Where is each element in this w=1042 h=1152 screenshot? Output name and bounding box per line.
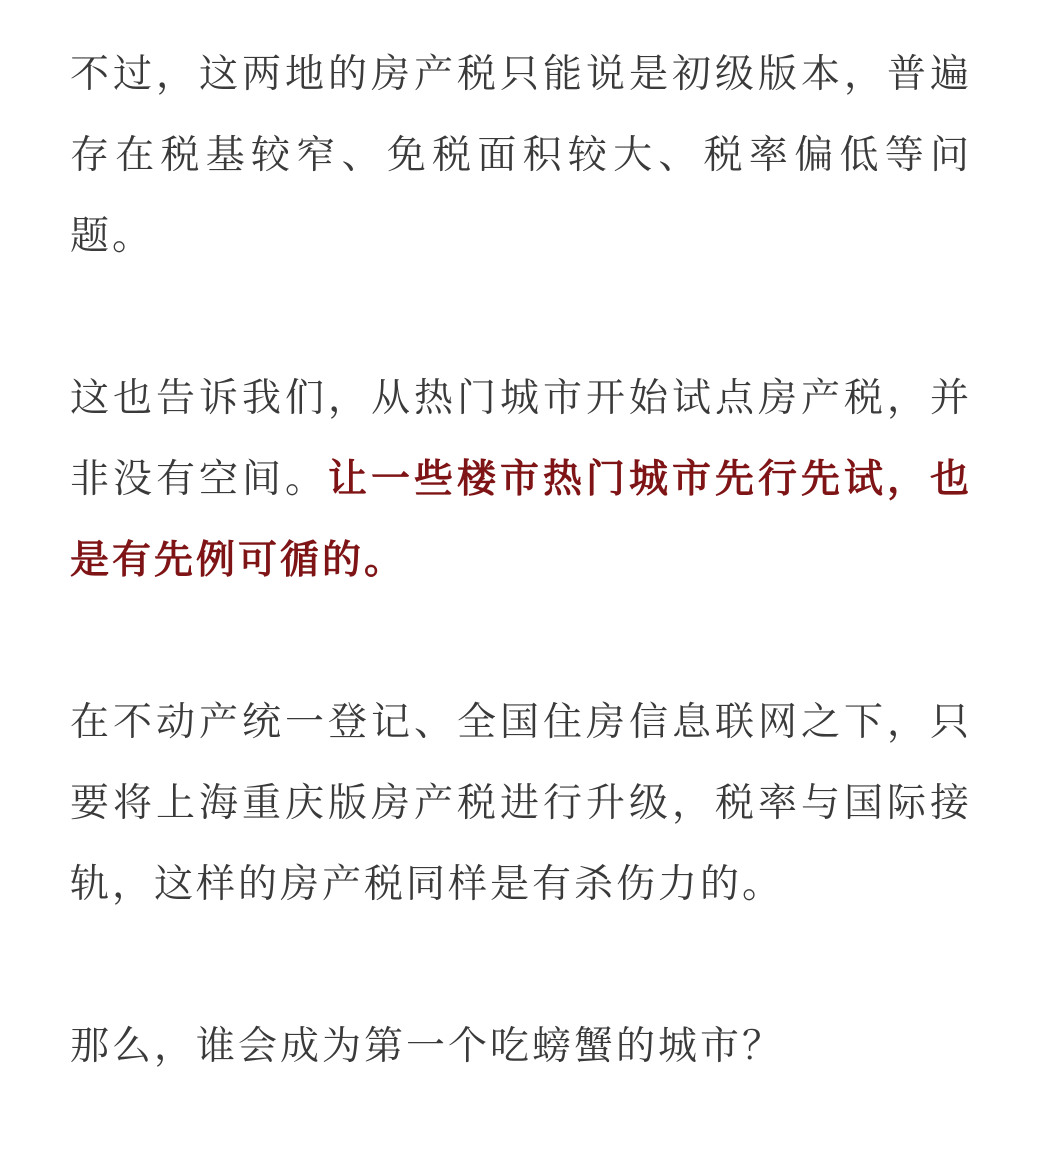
paragraph-closing-question xyxy=(70,1006,972,1087)
emphasized-text: 让一些楼市热门城市先行先试，也是有先例可循的。 xyxy=(70,457,972,583)
paragraph-tax-limitations xyxy=(70,34,972,277)
paragraph-text: 在不动产统一登记、全国住房信息联网之下，只要将上海重庆版房产税进行升级，税率与国际接轨，这样的房产税同样是有杀伤力的。 xyxy=(70,700,972,907)
paragraph-tax-upgrade xyxy=(70,682,972,925)
paragraph-text: 不过，这两地的房产税只能说是初级版本，普遍存在税基较窄、免税面积较大、税率偏低等问题。 xyxy=(70,52,972,259)
paragraph-text: 这也告诉我们，从热门城市开始试点房产税，并非没有空间。 xyxy=(70,376,972,502)
paragraph-pilot-cities xyxy=(70,358,972,601)
paragraph-text: 那么，谁会成为第一个吃螃蟹的城市？ xyxy=(70,1024,785,1069)
